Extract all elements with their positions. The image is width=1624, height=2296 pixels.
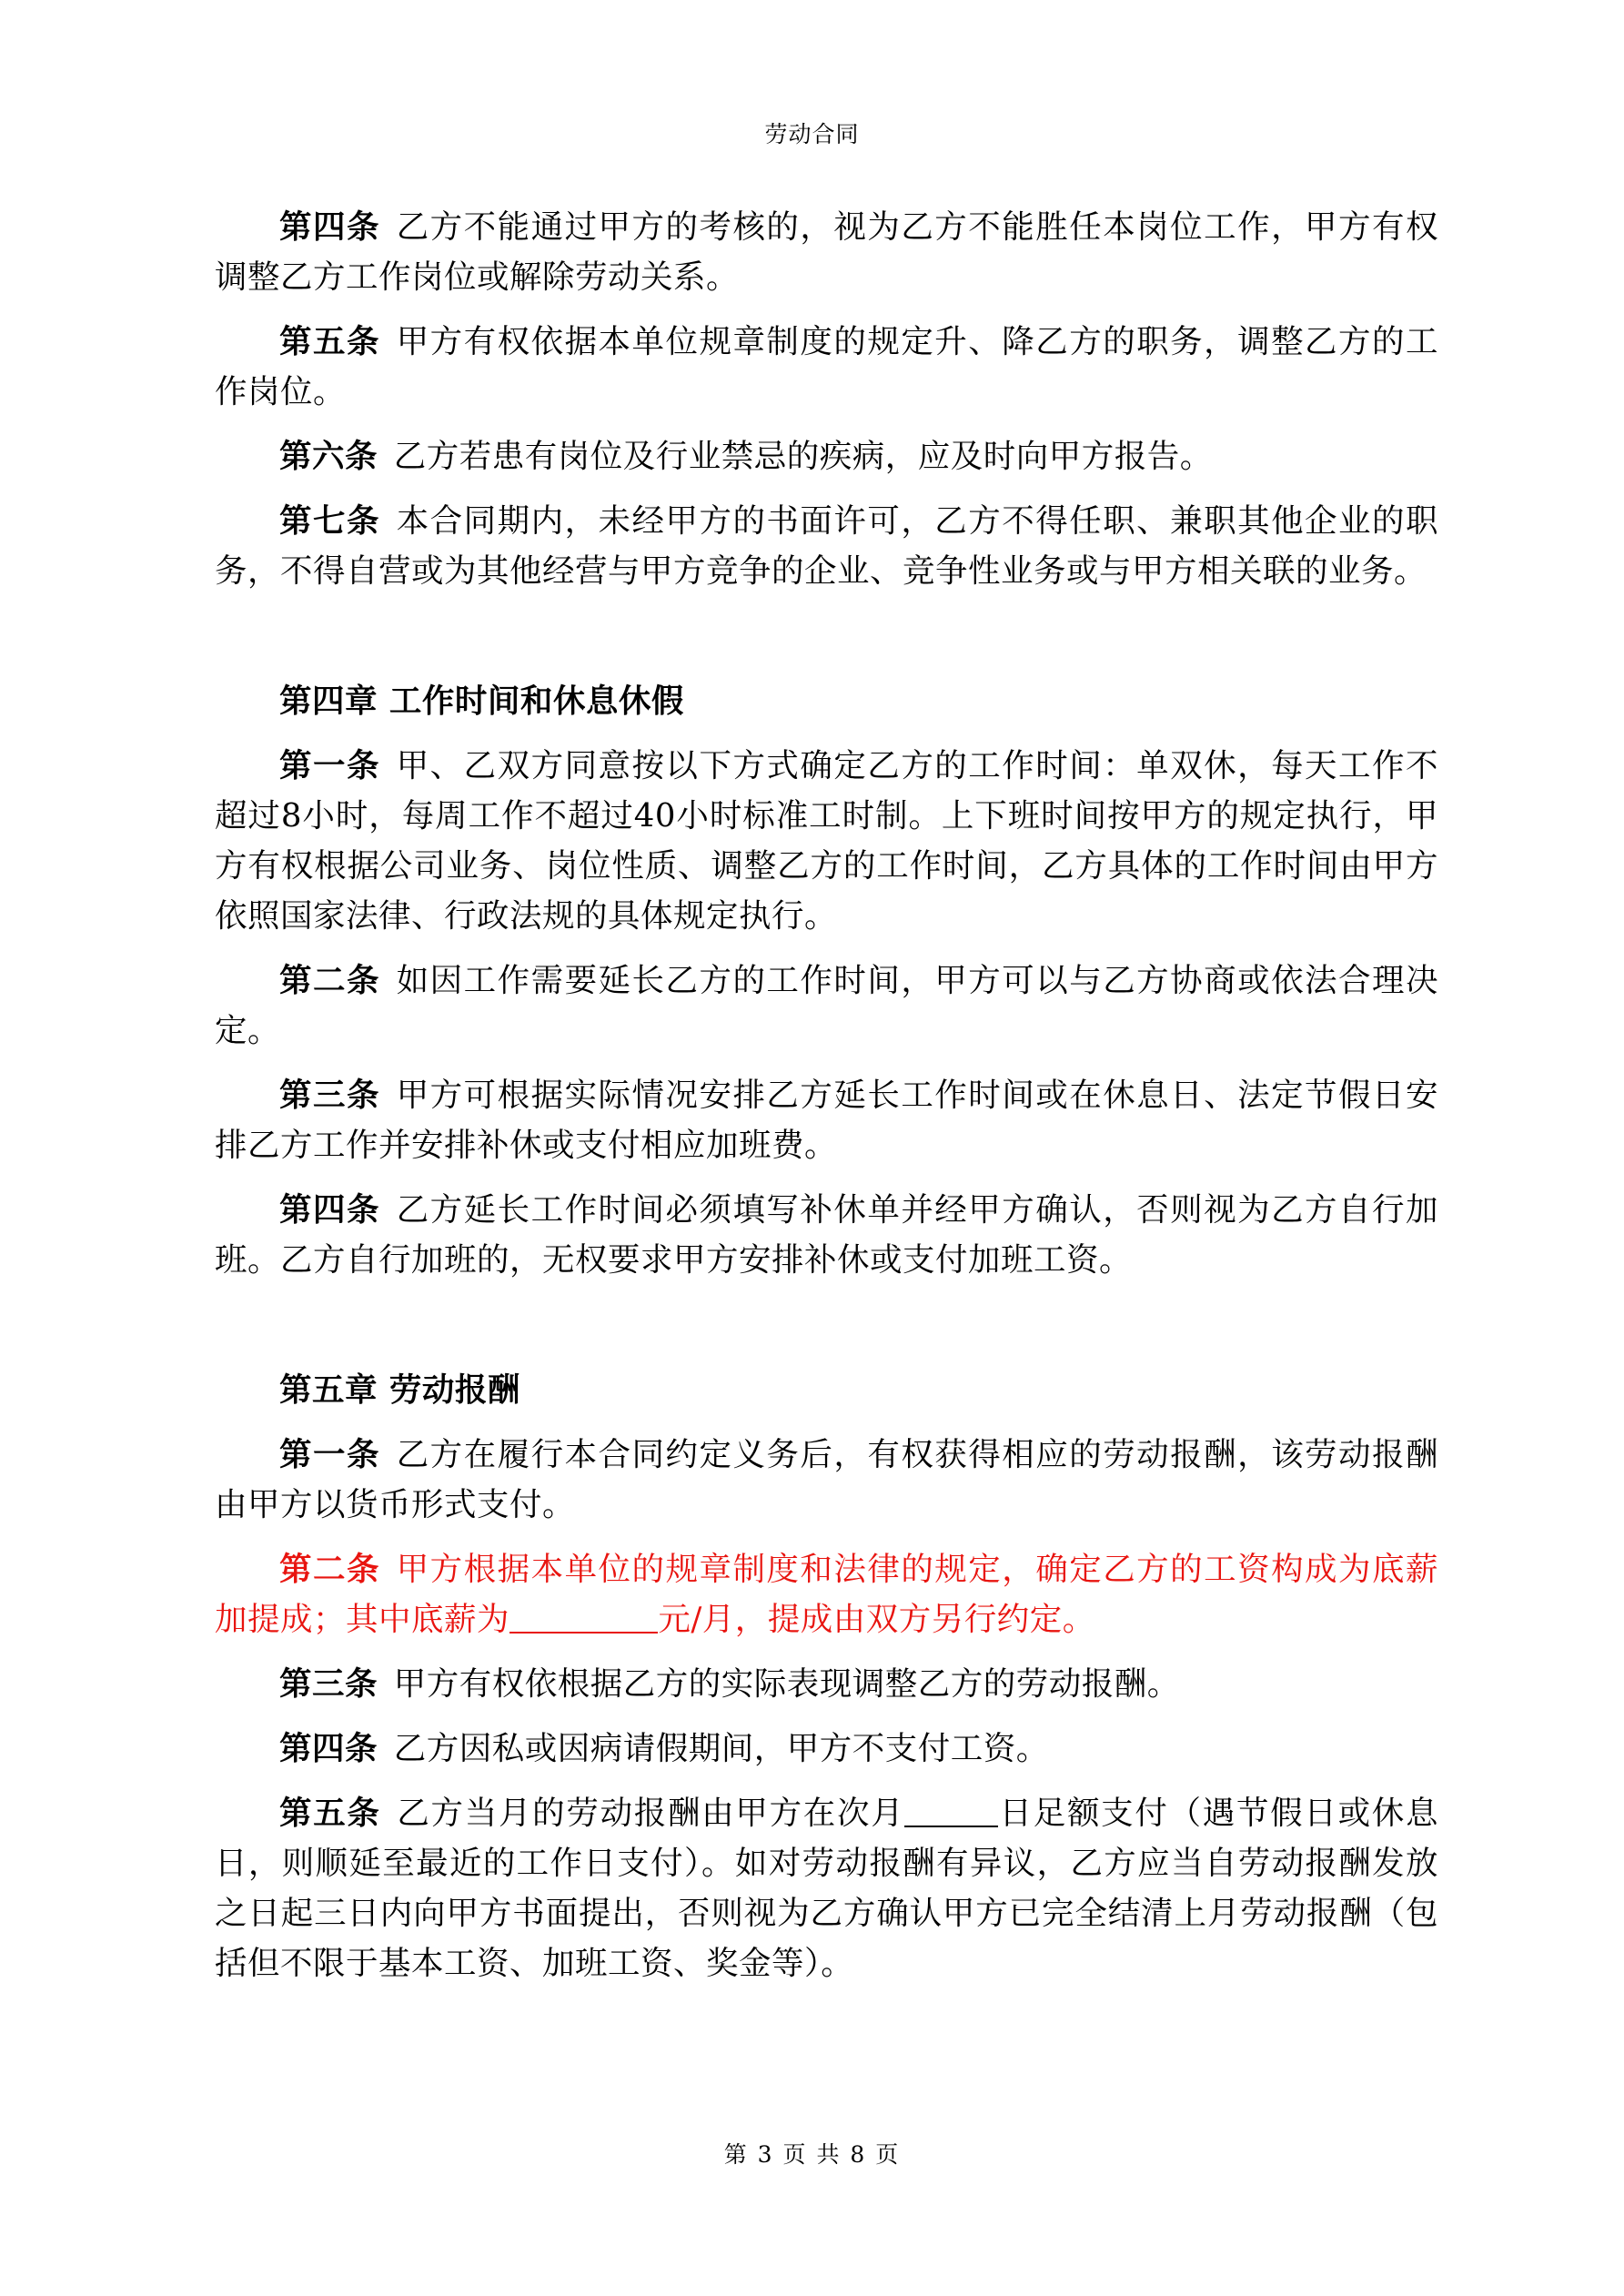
page-header-title: 劳动合同	[764, 121, 860, 147]
article-text: 乙方不能通过甲方的考核的，视为乙方不能胜任本岗位工作，甲方有权调整乙方工作岗位或解除劳动关系。	[215, 208, 1438, 296]
chapter-4-article-4	[215, 1185, 1438, 1285]
article-5	[215, 317, 1438, 417]
chapter-5-article-2-highlighted	[215, 1544, 1438, 1644]
base-salary-blank[interactable]	[509, 1600, 658, 1634]
article-text: 甲方有权依根据乙方的实际表现调整乙方的劳动报酬。	[393, 1665, 1180, 1703]
chapter-4-article-1	[215, 741, 1438, 941]
article-label: 第二条	[279, 962, 380, 999]
article-label: 第三条	[279, 1665, 378, 1703]
article-label: 第二条	[279, 1551, 380, 1588]
chapter-4-heading: 第四章 工作时间和休息休假	[279, 683, 684, 720]
article-text: 乙方在履行本合同约定义务后，有权获得相应的劳动报酬，该劳动报酬由甲方以货币形式支付。	[215, 1436, 1438, 1523]
article-text: 乙方若患有岗位及行业禁忌的疾病，应及时向甲方报告。	[393, 438, 1213, 475]
document-body	[215, 202, 1438, 2003]
article-text: 甲、乙双方同意按以下方式确定乙方的工作时间：单双休，每天工作不超过8小时，每周工作不超过40小时标准工时制。上下班时间按甲方的规定执行，甲方有权根据公司业务、岗位性质、调整乙方的工作时间，乙方具体的工作时间由甲方依照国家法律、行政法规的具体规定执行。	[215, 747, 1438, 935]
article-6	[215, 431, 1438, 481]
section-spacer	[215, 1300, 1438, 1365]
article-text: 甲方有权依据本单位规章制度的规定升、降乙方的职务，调整乙方的工作岗位。	[215, 323, 1438, 410]
article-label: 第四条	[279, 208, 380, 246]
chapter-5-article-4	[215, 1724, 1438, 1774]
article-label: 第四条	[279, 1191, 380, 1229]
article-label: 第三条	[279, 1077, 380, 1114]
article-4	[215, 202, 1438, 302]
article-label: 第五条	[279, 323, 380, 360]
article-label: 第六条	[279, 438, 378, 475]
article-text-before-blank: 甲方根据本单位的规章制度和法律的规定，确定乙方的工资构成为底薪加提成；其中底薪为	[215, 1551, 1438, 1638]
article-label: 第七条	[279, 502, 380, 540]
article-text: 本合同期内，未经甲方的书面许可，乙方不得任职、兼职其他企业的职务，不得自营或为其他经营与甲方竞争的企业、竞争性业务或与甲方相关联的业务。	[215, 502, 1438, 590]
article-text: 乙方延长工作时间必须填写补休单并经甲方确认，否则视为乙方自行加班。乙方自行加班的，无权要求甲方安排补休或支付加班工资。	[215, 1191, 1438, 1279]
article-label: 第四条	[279, 1730, 378, 1767]
page-number-footer: 第 3 页 共 8 页	[723, 2141, 901, 2168]
chapter-5-article-3	[215, 1659, 1438, 1709]
section-spacer	[215, 611, 1438, 676]
chapter-4-article-3	[215, 1070, 1438, 1170]
article-label: 第一条	[279, 747, 380, 784]
chapter-4-article-2	[215, 956, 1438, 1056]
article-label: 第一条	[279, 1436, 380, 1473]
article-label: 第五条	[279, 1795, 381, 1832]
article-text: 甲方可根据实际情况安排乙方延长工作时间或在休息日、法定节假日安排乙方工作并安排补休或支付相应加班费。	[215, 1077, 1438, 1164]
chapter-5-article-1	[215, 1430, 1438, 1530]
chapter-5-article-5	[215, 1788, 1438, 1988]
article-text-before-blank: 乙方当月的劳动报酬由甲方在次月	[397, 1795, 905, 1832]
pay-day-blank[interactable]	[904, 1794, 998, 1828]
chapter-5-heading: 第五章 劳动报酬	[279, 1371, 520, 1409]
article-text-after-blank: 日足额支付（遇节假日或休息日，则顺延至最近的工作日支付）。如对劳动报酬有异议，乙方应当自劳动报酬发放之日起三日内向甲方书面提出，否则视为乙方确认甲方已完全结清上月劳动报酬（包括但不限于基本工资、加班工资、奖金等）。	[215, 1795, 1438, 1982]
article-text: 乙方因私或因病请假期间，甲方不支付工资。	[393, 1730, 1049, 1767]
article-text: 如因工作需要延长乙方的工作时间，甲方可以与乙方协商或依法合理决定。	[215, 962, 1438, 1049]
article-7	[215, 496, 1438, 596]
article-text-after-blank: 元/月，提成由双方另行约定。	[658, 1601, 1095, 1638]
